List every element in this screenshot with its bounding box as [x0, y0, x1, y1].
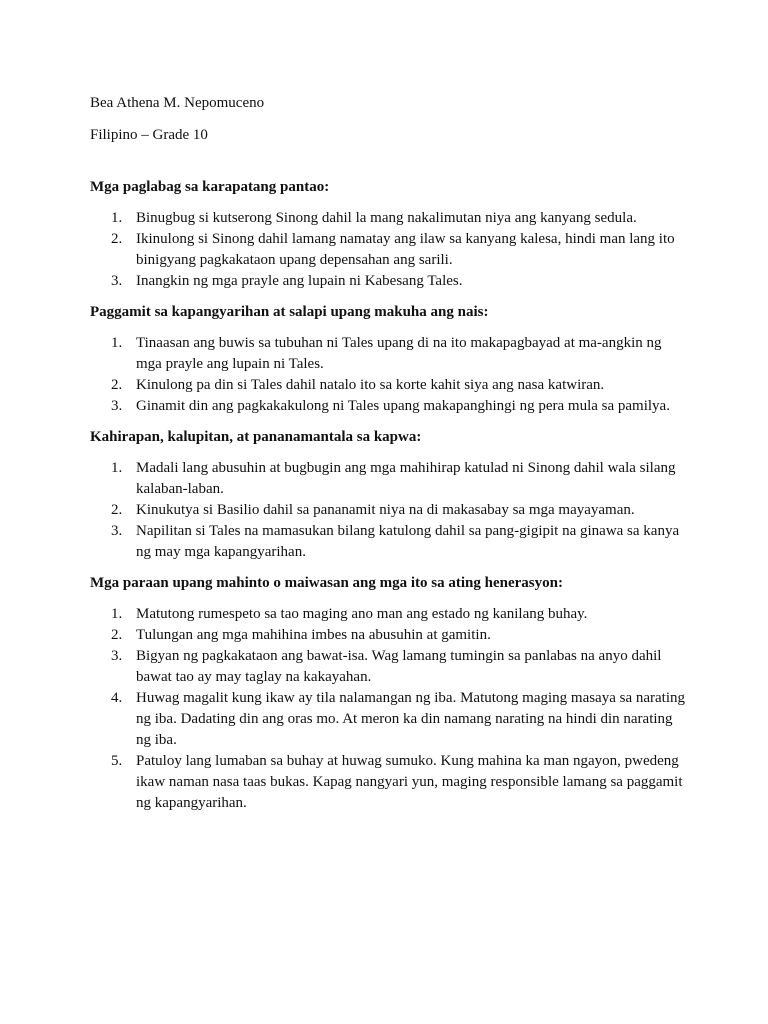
- subject-grade: Filipino – Grade 10: [90, 127, 208, 143]
- list-item-number: 2.: [111, 627, 123, 643]
- list-item: [90, 229, 690, 271]
- list-item-number: 3.: [111, 398, 123, 414]
- section-heading: Mga paraan upang mahinto o maiwasan ang mga ito sa ating henerasyon:: [90, 575, 563, 591]
- document-page: [90, 93, 690, 814]
- list-item: [90, 625, 690, 646]
- list-item-text: Kinukutya si Basilio dahil sa pananamit niya na di makasabay sa mga mayayaman.: [136, 502, 635, 518]
- list-item-text: Madali lang abusuhin at bugbugin ang mga mahihirap katulad ni Sinong dahil wala silang kalaban-laban.: [136, 460, 676, 497]
- section-prevention-ways: [90, 573, 690, 814]
- list-item-number: 4.: [111, 690, 123, 706]
- list-item: [90, 646, 690, 688]
- list-item: [90, 375, 690, 396]
- author-name: Bea Athena M. Nepomuceno: [90, 95, 265, 111]
- list-item-number: 3.: [111, 648, 123, 664]
- list-item-text: Kinulong pa din si Tales dahil natalo ito sa korte kahit siya ang nasa katwiran.: [136, 377, 605, 393]
- list-item-text: Ikinulong si Sinong dahil lamang namatay ang ilaw sa kanyang kalesa, hindi man lang ito binigyang pagkakataon upang depensahan ang sarili.: [136, 231, 675, 268]
- list-item-text: Binugbug si kutserong Sinong dahil la mang nakalimutan niya ang kanyang sedula.: [136, 210, 637, 226]
- list-item-number: 1.: [111, 210, 123, 226]
- list-item: [90, 396, 690, 417]
- list-item-number: 1.: [111, 460, 123, 476]
- list-item-text: Matutong rumespeto sa tao maging ano man ang estado ng kanilang buhay.: [136, 606, 588, 622]
- list-item-text: Tulungan ang mga mahihina imbes na abusuhin at gamitin.: [136, 627, 491, 643]
- list-item: [90, 751, 690, 814]
- section-list: [90, 458, 690, 563]
- list-item-number: 3.: [111, 523, 123, 539]
- list-item-text: Inangkin ng mga prayle ang lupain ni Kabesang Tales.: [136, 273, 463, 289]
- list-item-text: Patuloy lang lumaban sa buhay at huwag sumuko. Kung mahina ka man ngayon, pwedeng ikaw naman nasa taas bukas. Kapag nangyari yun, maging responsible lamang sa paggamit ng kapangyarihan.: [136, 753, 683, 811]
- list-item: [90, 333, 690, 375]
- section-list: [90, 333, 690, 417]
- list-item-text: Huwag magalit kung ikaw ay tila nalamangan ng iba. Matutong maging masaya sa narating ng iba. Dadating din ang oras mo. At meron ka din namang narating na hindi din narating ng iba.: [136, 690, 686, 748]
- section-list: [90, 604, 690, 814]
- section-human-rights-violations: [90, 177, 690, 292]
- list-item: [90, 521, 690, 563]
- list-item-text: Tinaasan ang buwis sa tubuhan ni Tales upang di na ito makapagbayad at ma-angkin ng mga prayle ang lupain ni Tales.: [136, 335, 662, 372]
- section-poverty-cruelty: [90, 427, 690, 563]
- list-item: [90, 688, 690, 751]
- section-list: [90, 208, 690, 292]
- list-item-text: Napilitan si Tales na mamasukan bilang katulong dahil sa pang-gigipit na ginawa sa kanya ng may mga kapangyarihan.: [136, 523, 680, 560]
- section-heading: Kahirapan, kalupitan, at pananamantala sa kapwa:: [90, 429, 422, 445]
- list-item: [90, 208, 690, 229]
- section-heading: Paggamit sa kapangyarihan at salapi upang makuha ang nais:: [90, 304, 489, 320]
- list-item-number: 5.: [111, 753, 123, 769]
- list-item-number: 2.: [111, 231, 123, 247]
- list-item-text: Ginamit din ang pagkakakulong ni Tales upang makapanghingi ng pera mula sa pamilya.: [136, 398, 670, 414]
- list-item: [90, 458, 690, 500]
- list-item-number: 2.: [111, 502, 123, 518]
- list-item-number: 3.: [111, 273, 123, 289]
- list-item: [90, 271, 690, 292]
- section-abuse-of-power: [90, 302, 690, 417]
- list-item: [90, 604, 690, 625]
- section-heading: Mga paglabag sa karapatang pantao:: [90, 179, 330, 195]
- list-item-number: 2.: [111, 377, 123, 393]
- list-item-number: 1.: [111, 335, 123, 351]
- list-item-text: Bigyan ng pagkakataon ang bawat-isa. Wag lamang tumingin sa panlabas na anyo dahil bawat tao ay may taglay na kakayahan.: [136, 648, 662, 685]
- list-item-number: 1.: [111, 606, 123, 622]
- list-item: [90, 500, 690, 521]
